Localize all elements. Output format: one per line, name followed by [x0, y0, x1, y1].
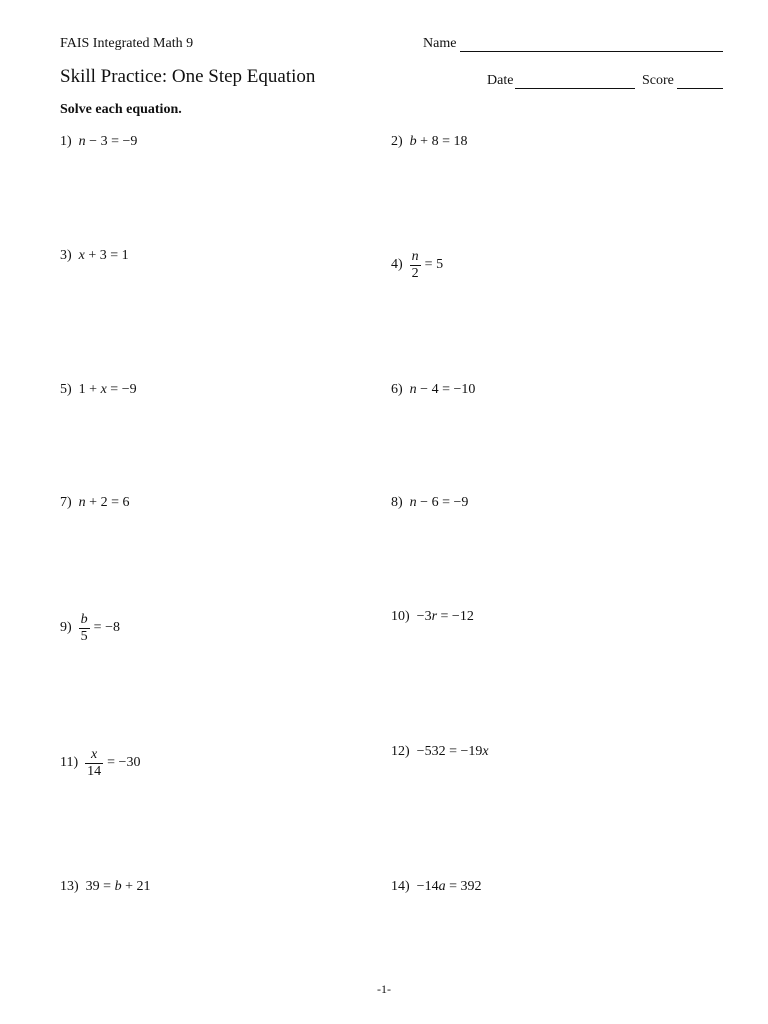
- equation: [79, 612, 120, 645]
- equation-text: 39 =: [85, 879, 115, 894]
- equation-variable: x: [78, 248, 85, 263]
- fraction: [79, 612, 90, 645]
- equation-variable: n: [409, 382, 417, 397]
- problem-number: 6): [391, 382, 403, 397]
- score-label: Score: [642, 73, 674, 88]
- problem-12: [391, 743, 489, 761]
- name-field-line: [460, 51, 723, 52]
- equation-text: − 3 = −9: [85, 134, 138, 149]
- equation-variable: x: [100, 382, 107, 397]
- problem-1: [60, 133, 137, 151]
- equation: [410, 134, 468, 150]
- worksheet-title: Skill Practice: One Step Equation: [60, 66, 316, 87]
- page-number: -1-: [377, 982, 391, 996]
- equation-text: 1 +: [78, 382, 101, 397]
- fraction: [410, 249, 421, 282]
- score-field-line: [677, 88, 723, 89]
- problem-9: [60, 610, 120, 646]
- problem-number: 9): [60, 620, 72, 635]
- date-label: Date: [487, 73, 514, 88]
- fraction-numerator: b: [80, 611, 88, 627]
- equation: [86, 879, 151, 895]
- equation-text: = 392: [445, 879, 482, 894]
- equation-text: = −9: [106, 382, 137, 397]
- equation-text: = 5: [424, 257, 444, 272]
- problem-number: 14): [391, 879, 410, 894]
- equation-text: = −30: [107, 755, 141, 770]
- problem-8: [391, 494, 468, 512]
- problem-3: [60, 247, 129, 265]
- equation-variable: b: [114, 879, 122, 894]
- equation-text: −532 = −19: [416, 744, 483, 759]
- equation: [410, 382, 476, 398]
- fraction-denominator: 2: [411, 265, 419, 281]
- problem-6: [391, 381, 475, 399]
- problem-number: 3): [60, 248, 72, 263]
- equation-variable: n: [409, 495, 417, 510]
- fraction-denominator: 14: [87, 763, 102, 779]
- problem-number: 7): [60, 495, 72, 510]
- problem-14: [391, 878, 481, 896]
- problem-number: 11): [60, 755, 79, 770]
- equation-variable: b: [409, 134, 417, 149]
- problem-number: 4): [391, 257, 403, 272]
- problem-7: [60, 494, 129, 512]
- problem-number: 13): [60, 879, 79, 894]
- problem-4: [391, 247, 443, 283]
- problem-2: [391, 133, 467, 151]
- equation-text: −3: [416, 609, 432, 624]
- equation-text: + 2 = 6: [85, 495, 130, 510]
- equation: [410, 249, 443, 282]
- equation: [85, 747, 140, 780]
- equation-text: − 4 = −10: [416, 382, 476, 397]
- fraction-numerator: x: [91, 746, 98, 762]
- problem-number: 5): [60, 382, 72, 397]
- equation-text: − 6 = −9: [416, 495, 469, 510]
- problem-13: [60, 878, 150, 896]
- fraction: [85, 747, 103, 780]
- equation: [417, 609, 474, 625]
- problem-5: [60, 381, 137, 399]
- problem-10: [391, 608, 474, 626]
- problem-number: 8): [391, 495, 403, 510]
- equation-text: + 21: [121, 879, 151, 894]
- equation: [79, 382, 137, 398]
- equation: [79, 495, 130, 511]
- problem-number: 2): [391, 134, 403, 149]
- equation-variable: r: [431, 609, 438, 624]
- equation-text: + 8 = 18: [416, 134, 468, 149]
- problem-number: 1): [60, 134, 72, 149]
- fraction-numerator: n: [411, 248, 419, 264]
- equation-text: −14: [416, 879, 439, 894]
- equation-text: = −12: [437, 609, 474, 624]
- equation: [79, 134, 138, 150]
- equation: [417, 879, 482, 895]
- equation-text: = −8: [93, 620, 120, 635]
- name-label: Name: [423, 36, 457, 51]
- equation: [417, 744, 489, 760]
- problem-11: [60, 745, 140, 781]
- equation-variable: n: [78, 495, 86, 510]
- equation-variable: n: [78, 134, 86, 149]
- equation-text: + 3 = 1: [84, 248, 129, 263]
- equation: [79, 248, 129, 264]
- course-name: FAIS Integrated Math 9: [60, 36, 194, 51]
- equation-variable: a: [438, 879, 446, 894]
- equation: [410, 495, 469, 511]
- problem-number: 12): [391, 744, 410, 759]
- date-field-line: [515, 88, 635, 89]
- fraction-denominator: 5: [80, 628, 88, 644]
- equation-variable: x: [482, 744, 489, 759]
- instructions: Solve each equation.: [60, 102, 182, 117]
- problem-number: 10): [391, 609, 410, 624]
